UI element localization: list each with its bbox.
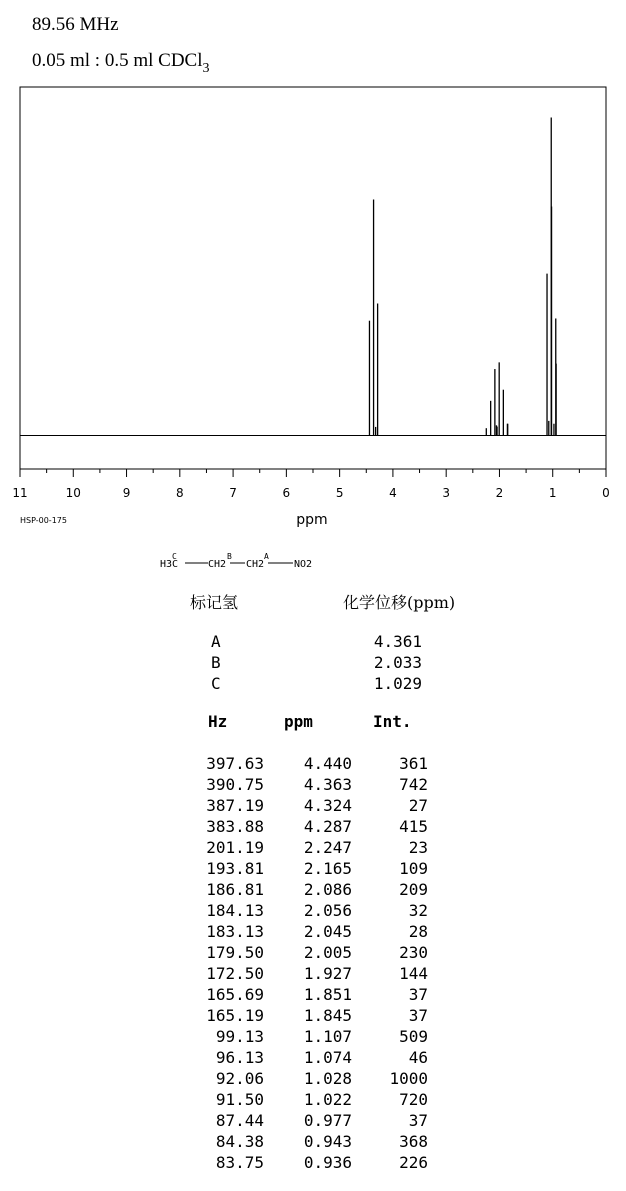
table-row: [0, 964, 626, 985]
assignment-label: A: [211, 632, 221, 651]
peak-ppm: 1.074: [303, 1048, 352, 1067]
x-tick-label: 7: [229, 486, 237, 500]
x-tick-label: 8: [175, 486, 184, 500]
peak-intensity: 415: [399, 817, 428, 836]
peak-intensity: 509: [399, 1027, 428, 1046]
peak-hz: 96.13: [215, 1048, 264, 1067]
peak-intensity: 144: [399, 964, 428, 983]
x-tick-label: 2: [495, 486, 504, 500]
x-tick-label: 1: [548, 486, 557, 500]
peak-ppm: 4.363: [303, 775, 352, 794]
peak-ppm: 0.943: [303, 1132, 352, 1151]
peak-intensity: 361: [399, 754, 428, 773]
peak-hz: 83.75: [215, 1153, 264, 1172]
table-row: [0, 1027, 626, 1048]
structure-formula: [160, 551, 360, 576]
peak-intensity: 368: [399, 1132, 428, 1151]
peak-ppm: 2.056: [303, 901, 352, 920]
x-tick-label: 10: [65, 486, 81, 500]
peak-ppm: 2.247: [303, 838, 352, 857]
peak-ppm: 1.927: [303, 964, 352, 983]
x-tick-label: 5: [335, 486, 344, 500]
table-row: [0, 775, 626, 796]
peak-hz: 87.44: [215, 1111, 264, 1130]
table-row: [0, 1111, 626, 1132]
peak-ppm: 1.851: [303, 985, 352, 1004]
x-tick-label: 6: [282, 486, 291, 500]
solvent-text: 0.05 ml : 0.5 ml CDCl: [32, 50, 203, 71]
x-tick-label: 4: [389, 486, 397, 500]
peak-ppm: 2.045: [303, 922, 352, 941]
peak-ppm: 4.440: [303, 754, 352, 773]
peak-hz: 91.50: [215, 1090, 264, 1109]
assignment-row: [0, 653, 626, 674]
assignment-shift: 4.361: [373, 632, 422, 651]
x-axis-tick-labels: [12, 486, 609, 500]
peak-ppm: 1.107: [303, 1027, 352, 1046]
formula-label-c: C: [172, 552, 177, 561]
peak-hz: 179.50: [206, 943, 264, 962]
peak-hz: 92.06: [215, 1069, 264, 1088]
x-axis-label: ppm: [296, 512, 328, 528]
sample-code: HSP-00-175: [20, 516, 67, 525]
peak-intensity: 209: [399, 880, 428, 899]
formula-label-b: B: [227, 552, 232, 561]
peak-ppm: 4.287: [303, 817, 352, 836]
peak-intensity: 109: [399, 859, 428, 878]
peak-ppm: 0.977: [303, 1111, 352, 1130]
peak-ppm: 0.936: [303, 1153, 352, 1172]
peak-intensity: 37: [408, 985, 428, 1004]
formula-svg: [160, 551, 360, 573]
peak-intensity: 23: [408, 838, 428, 857]
x-tick-label: 11: [12, 486, 28, 500]
table-row: [0, 1090, 626, 1111]
table-row: [0, 985, 626, 1006]
peak-ppm: 1.845: [303, 1006, 352, 1025]
peak-intensity: 230: [399, 943, 428, 962]
peak-hz: 397.63: [206, 754, 264, 773]
peak-ppm: 1.028: [303, 1069, 352, 1088]
peak-intensity: 720: [399, 1090, 428, 1109]
x-tick-label: 9: [122, 486, 131, 500]
peak-ppm: 2.005: [303, 943, 352, 962]
table-row: [0, 901, 626, 922]
assignment-shift: 2.033: [373, 653, 422, 672]
table-row: [0, 1132, 626, 1153]
table-row: [0, 1153, 626, 1174]
table-row: [0, 943, 626, 964]
peak-table-header-ppm: ppm: [284, 712, 313, 731]
peak-ppm: 1.022: [303, 1090, 352, 1109]
assignment-shift-header: 化学位移(ppm): [343, 593, 456, 612]
peak-ppm: 4.324: [303, 796, 352, 815]
peak-intensity: 27: [408, 796, 428, 815]
table-row: [0, 1069, 626, 1090]
peak-intensity: 1000: [389, 1069, 428, 1088]
assignment-label-header: 标记氢: [190, 593, 239, 612]
peak-hz: 184.13: [206, 901, 264, 920]
peak-hz: 165.69: [206, 985, 264, 1004]
assignment-row: [0, 632, 626, 653]
peak-table-header-hz: Hz: [208, 712, 228, 731]
formula-ch2a: CH2: [246, 559, 265, 570]
peak-intensity: 37: [408, 1006, 428, 1025]
peak-lines: [369, 118, 556, 436]
assignment-row: [0, 674, 626, 695]
table-row: [0, 880, 626, 901]
peak-hz: 99.13: [215, 1027, 264, 1046]
x-axis-ticks: [20, 469, 606, 477]
table-row: [0, 1006, 626, 1027]
peak-intensity: 32: [408, 901, 428, 920]
assignment-shift: 1.029: [373, 674, 422, 693]
peak-hz: 387.19: [206, 796, 264, 815]
peak-ppm: 2.165: [303, 859, 352, 878]
x-tick-label: 0: [602, 486, 610, 500]
peak-hz: 172.50: [206, 964, 264, 983]
solvent-subscript: 3: [202, 61, 210, 76]
peak-hz: 390.75: [206, 775, 264, 794]
table-row: [0, 922, 626, 943]
peak-hz: 183.13: [206, 922, 264, 941]
peak-hz: 165.19: [206, 1006, 264, 1025]
formula-h3c: H3C: [160, 559, 179, 570]
peak-intensity: 37: [408, 1111, 428, 1130]
spectrometer-frequency: 89.56 MHz: [32, 14, 119, 35]
table-row: [0, 796, 626, 817]
peak-table-header-int: Int.: [373, 712, 412, 731]
peak-intensity: 46: [408, 1048, 428, 1067]
peak-hz: 84.38: [215, 1132, 264, 1151]
assignment-label: C: [211, 674, 221, 693]
table-row: [0, 817, 626, 838]
peak-hz: 383.88: [206, 817, 264, 836]
formula-label-a: A: [264, 552, 269, 561]
formula-ch2b: CH2: [208, 559, 227, 570]
table-row: [0, 754, 626, 775]
peak-intensity: 226: [399, 1153, 428, 1172]
assignment-label: B: [211, 653, 221, 672]
table-row: [0, 838, 626, 859]
peak-hz: 186.81: [206, 880, 264, 899]
table-row: [0, 859, 626, 880]
peak-ppm: 2.086: [303, 880, 352, 899]
x-tick-label: 3: [442, 486, 451, 500]
plot-frame: [20, 87, 606, 469]
formula-no2: NO2: [294, 559, 313, 570]
peak-hz: 193.81: [206, 859, 264, 878]
table-row: [0, 1048, 626, 1069]
nmr-spectrum-chart: [0, 0, 626, 540]
peak-intensity: 28: [408, 922, 428, 941]
peak-hz: 201.19: [206, 838, 264, 857]
peak-intensity: 742: [399, 775, 428, 794]
